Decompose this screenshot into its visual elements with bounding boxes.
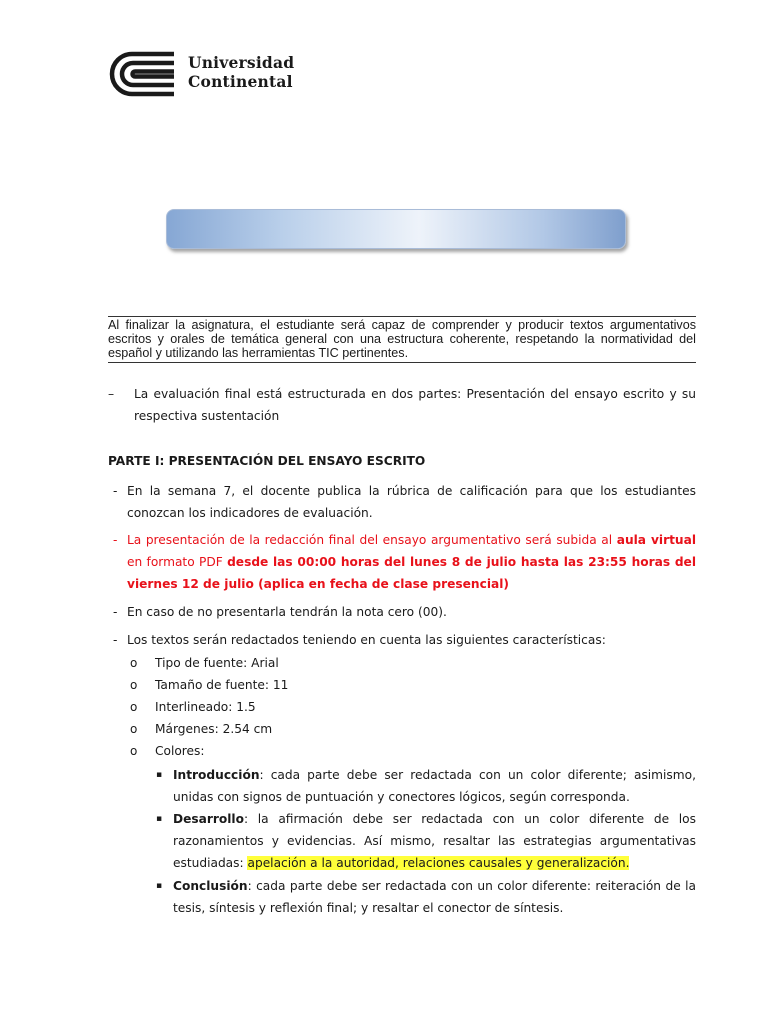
item-2-a: La presentación de la redacción final del ensayo argumentativo será subida al <box>127 533 617 547</box>
conclusion-label: Conclusión <box>173 879 248 893</box>
square-bullet-icon: ▪ <box>156 881 163 891</box>
introduction-text <box>173 764 696 808</box>
list-item <box>130 718 690 740</box>
item-2-text <box>127 529 696 595</box>
item-marker: - <box>113 633 118 647</box>
strategies-highlight: apelación a la autoridad, relaciones causales y generalización. <box>247 856 630 870</box>
item-2-c: en formato PDF <box>127 555 228 569</box>
conclusion-text <box>173 875 696 919</box>
development-text <box>173 808 696 874</box>
list-item <box>130 652 690 674</box>
title-banner <box>166 209 626 249</box>
overview-item <box>108 383 696 427</box>
square-bullet-icon: ▪ <box>156 770 163 780</box>
item-4-text: Los textos serán redactados teniendo en cuenta las siguientes características: <box>127 633 606 647</box>
color-item-conclusion <box>155 875 696 919</box>
overview-marker: – <box>108 387 115 401</box>
item-marker: - <box>113 605 118 619</box>
logo-line-1: Universidad <box>188 53 295 72</box>
list-item <box>130 740 690 762</box>
sub-text: Interlineado: 1.5 <box>155 700 256 714</box>
logo-c-icon <box>108 50 180 98</box>
item-marker: - <box>113 533 118 547</box>
introduction-label: Introducción <box>173 768 260 782</box>
sub-marker: o <box>130 744 138 758</box>
sub-marker: o <box>130 678 138 692</box>
item-marker: - <box>113 484 118 498</box>
aula-virtual-text: aula virtual <box>616 533 696 547</box>
color-item-development <box>155 808 696 874</box>
list-item <box>130 674 690 696</box>
university-logo <box>108 50 308 98</box>
conclusion-desc: : cada parte debe ser redactada con un color diferente: reiteración de la tesis, síntesis y reflexión final; y resaltar el conector de síntesis. <box>173 879 696 915</box>
part1-item-3 <box>108 601 696 623</box>
logo-line-2: Continental <box>188 72 293 91</box>
sub-text: Colores: <box>155 744 205 758</box>
sub-marker: o <box>130 656 138 670</box>
sub-marker: o <box>130 722 138 736</box>
part1-item-4 <box>108 629 696 651</box>
sub-text: Márgenes: 2.54 cm <box>155 722 273 736</box>
list-item <box>130 696 690 718</box>
sub-marker: o <box>130 700 138 714</box>
competency-box: Al finalizar la asignatura, el estudiante será capaz de comprender y producir textos argumentativos escritos y orales de temática general con una estructura coherente, respetando la normatividad del español y utilizando las herramientas TIC pertinentes. <box>108 316 696 363</box>
format-list <box>130 652 690 762</box>
sub-text: Tipo de fuente: Arial <box>155 656 279 670</box>
item-1-text: En la semana 7, el docente publica la rúbrica de calificación para que los estudiantes conozcan los indicadores de evaluación. <box>127 484 696 520</box>
part1-item-2 <box>108 529 696 595</box>
item-3-text: En caso de no presentarla tendrán la nota cero (00). <box>127 605 447 619</box>
overview-text: La evaluación final está estructurada en dos partes: Presentación del ensayo escrito y su respectiva sustentación <box>134 387 696 423</box>
logo-text <box>188 53 294 91</box>
submission-window-text: desde las 00:00 horas del lunes 8 de julio hasta las 23:55 horas del viernes 12 de julio (aplica en fecha de clase presencial) <box>127 555 696 591</box>
development-desc: : la afirmación debe ser redactada con un color diferente de los razonamientos y evidencias. Así mismo, resaltar las estrategias argumentativas estudiadas: <box>173 812 696 870</box>
sub-text: Tamaño de fuente: 11 <box>155 678 289 692</box>
introduction-desc: : cada parte debe ser redactada con un color diferente; asimismo, unidas con signos de puntuación y conectores lógicos, según corresponda. <box>173 768 696 804</box>
color-item-introduction <box>155 764 696 808</box>
part1-heading: PARTE I: PRESENTACIÓN DEL ENSAYO ESCRITO <box>108 454 426 468</box>
part1-item-1 <box>108 480 696 524</box>
square-bullet-icon: ▪ <box>156 814 163 824</box>
development-label: Desarrollo <box>173 812 244 826</box>
